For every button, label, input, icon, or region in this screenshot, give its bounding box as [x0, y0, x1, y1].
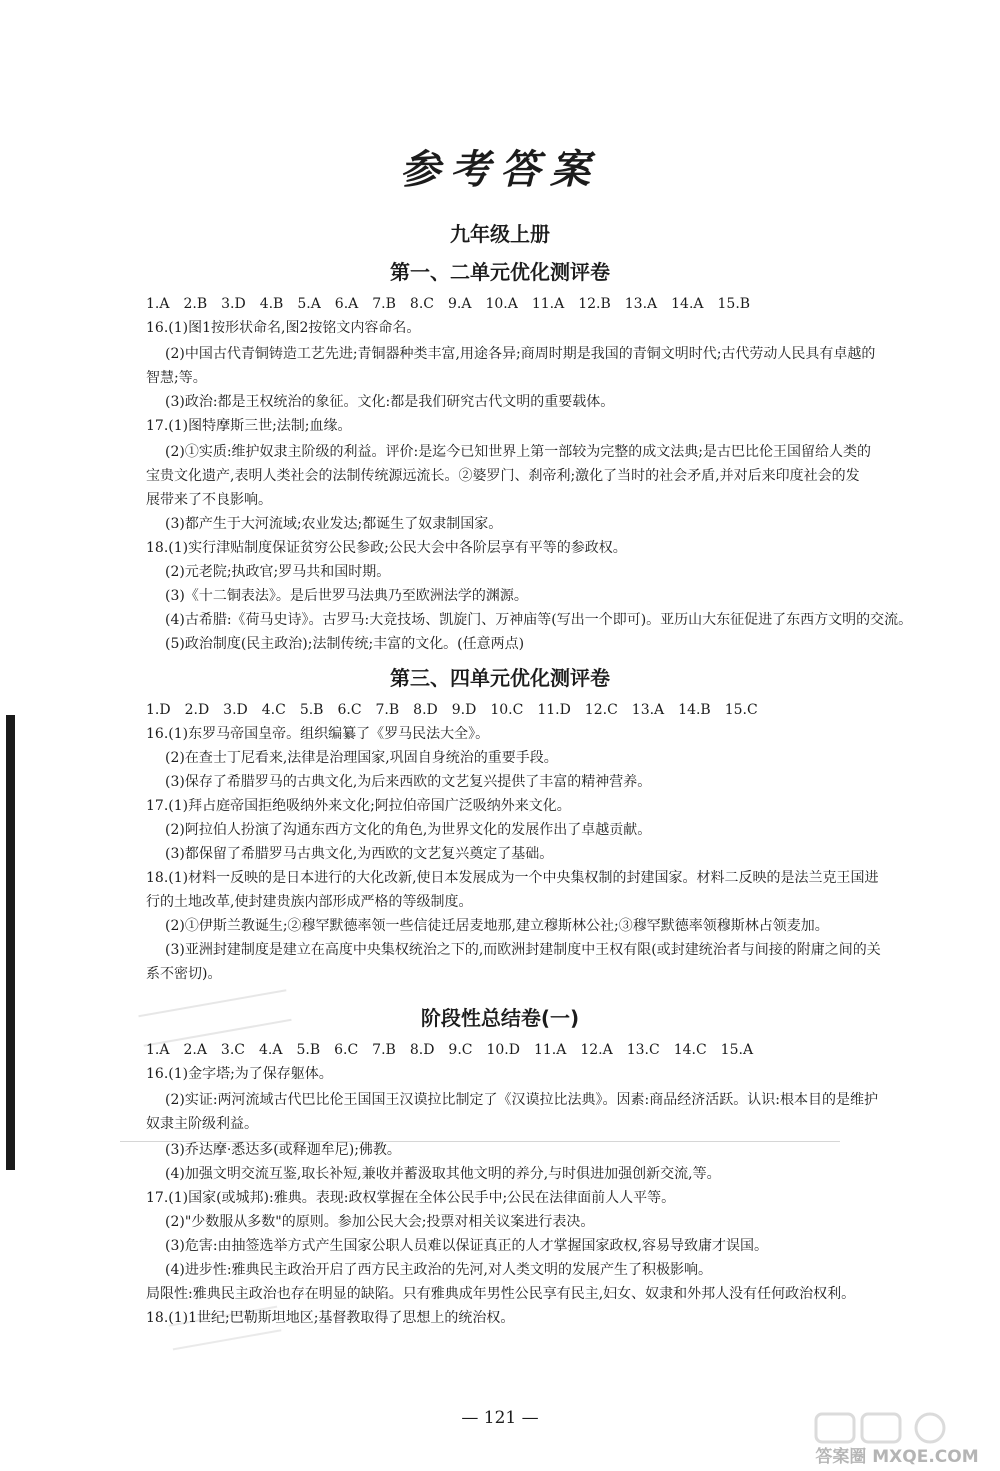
answer-line: 智慧;等。 — [146, 370, 207, 386]
mc-answers: 1.D 2.D 3.D 4.C 5.B 6.C 7.B 8.D 9.D 10.C 11.D 12.C 13.A 14.B 15.C — [146, 702, 758, 718]
answer-line: 18.(1)实行津贴制度保证贫穷公民参政;公民大会中各阶层享有平等的参政权。 — [146, 540, 627, 556]
watermark-logo-icon — [812, 1410, 982, 1466]
answer-line: (2)"少数服从多数"的原则。参加公民大会;投票对相关议案进行表决。 — [165, 1214, 595, 1230]
section-title: 第一、二单元优化测评卷 — [390, 260, 610, 284]
answer-line: 18.(1)材料一反映的是日本进行的大化改新,使日本发展成为一个中央集权制的封建国家。材料二反映的是法兰克王国进 — [146, 870, 879, 886]
answer-line: (3)乔达摩·悉达多(或释迦牟尼);佛教。 — [165, 1142, 401, 1158]
answer-line: (5)政治制度(民主政治);法制传统;丰富的文化。(任意两点) — [165, 636, 525, 652]
answer-line: (2)①实质:维护奴隶主阶级的利益。评价:是迄今已知世界上第一部较为完整的成文法典;是古巴比伦王国留给人类的 — [165, 444, 871, 460]
answer-line: 局限性:雅典民主政治也存在明显的缺陷。只有雅典成年男性公民享有民主,妇女、奴隶和外邦人没有任何政治权利。 — [146, 1286, 856, 1302]
answer-line: (4)进步性:雅典民主政治开启了西方民主政治的先河,对人类文明的发展产生了积极影响。 — [165, 1262, 712, 1278]
answer-line: 系不密切)。 — [146, 966, 222, 982]
grade-subtitle: 九年级上册 — [450, 222, 550, 246]
page-number: — 121 — — [461, 1408, 539, 1428]
answer-line: (3)《十二铜表法》。是后世罗马法典乃至欧洲法学的渊源。 — [165, 588, 528, 604]
answer-line: (2)中国古代青铜铸造工艺先进;青铜器种类丰富,用途各异;商周时期是我国的青铜文明时代;古代劳动人民具有卓越的 — [165, 346, 876, 362]
answer-line: 奴隶主阶级利益。 — [146, 1116, 258, 1132]
answer-line: 宝贵文化遗产,表明人类社会的法制传统源远流长。②婆罗门、刹帝利;激化了当时的社会矛盾,并对后来印度社会的发 — [146, 468, 860, 484]
answer-line: (3)危害:由抽签选举方式产生国家公职人员难以保证真正的人才掌握国家政权,容易导致庸才误国。 — [165, 1238, 768, 1254]
answer-line: (3)亚洲封建制度是建立在高度中央集权统治之下的,而欧洲封建制度中王权有限(或封建统治者与间接的附庸之间的关 — [165, 942, 881, 958]
watermark-text: 答案圈 MXQE.COM — [815, 1447, 979, 1466]
answer-line: 16.(1)东罗马帝国皇帝。组织编纂了《罗马民法大全》。 — [146, 726, 490, 742]
page-title: 参考答案 — [400, 146, 600, 193]
answer-line: 17.(1)拜占庭帝国拒绝吸纳外来文化;阿拉伯帝国广泛吸纳外来文化。 — [146, 798, 571, 814]
answer-line: (2)元老院;执政官;罗马共和国时期。 — [165, 564, 391, 580]
answer-line: (3)都保留了希腊罗马古典文化,为西欧的文艺复兴奠定了基础。 — [165, 846, 554, 862]
answer-line: 17.(1)国家(或城邦):雅典。表现:政权掌握在全体公民手中;公民在法律面前人人平等。 — [146, 1190, 676, 1206]
answer-line: 17.(1)图特摩斯三世;法制;血缘。 — [146, 418, 352, 434]
answer-line: (3)保存了希腊罗马的古典文化,为后来西欧的文艺复兴提供了丰富的精神营养。 — [165, 774, 652, 790]
answer-line: (2)阿拉伯人扮演了沟通东西方文化的角色,为世界文化的发展作出了卓越贡献。 — [165, 822, 652, 838]
answer-line: (2)①伊斯兰教诞生;②穆罕默德率领一些信徒迁居麦地那,建立穆斯林公社;③穆罕默德率领穆斯林占领麦加。 — [165, 918, 829, 934]
answer-line: (4)古希腊:《荷马史诗》。古罗马:大竞技场、凯旋门、万神庙等(写出一个即可)。亚历山大东征促进了东西方文明的交流。 — [165, 612, 913, 628]
mc-answers: 1.A 2.A 3.C 4.A 5.B 6.C 7.B 8.D 9.C 10.D 11.A 12.A 13.C 14.C 15.A — [146, 1042, 754, 1058]
answer-line: 16.(1)图1按形状命名,图2按铭文内容命名。 — [146, 320, 421, 336]
section-title: 第三、四单元优化测评卷 — [390, 666, 610, 690]
answer-line: 18.(1)1世纪;巴勒斯坦地区;基督教取得了思想上的统治权。 — [146, 1310, 515, 1326]
mc-answers: 1.A 2.B 3.D 4.B 5.A 6.A 7.B 8.C 9.A 10.A 11.A 12.B 13.A 14.A 15.B — [146, 296, 751, 312]
scan-edge-shadow — [6, 715, 15, 1170]
answer-line: (3)政治:都是王权统治的象征。文化:都是我们研究古代文明的重要载体。 — [165, 394, 615, 410]
answer-line: (2)在查士丁尼看来,法律是治理国家,巩固自身统治的重要手段。 — [165, 750, 558, 766]
answer-line: (3)都产生于大河流域;农业发达;都诞生了奴隶制国家。 — [165, 516, 503, 532]
answer-line: 16.(1)金字塔;为了保存躯体。 — [146, 1066, 333, 1082]
section-title: 阶段性总结卷(一) — [420, 1006, 580, 1030]
answer-line: (4)加强文明交流互鉴,取长补短,兼收并蓄汲取其他文明的养分,与时俱进加强创新交流,等。 — [165, 1166, 721, 1182]
answer-line: (2)实证:两河流域古代巴比伦王国国王汉谟拉比制定了《汉谟拉比法典》。因素:商品经济活跃。认识:根本目的是维护 — [165, 1092, 878, 1108]
answer-line: 展带来了不良影响。 — [146, 492, 272, 508]
answer-line: 行的土地改革,使封建贵族内部形成严格的等级制度。 — [146, 894, 473, 910]
